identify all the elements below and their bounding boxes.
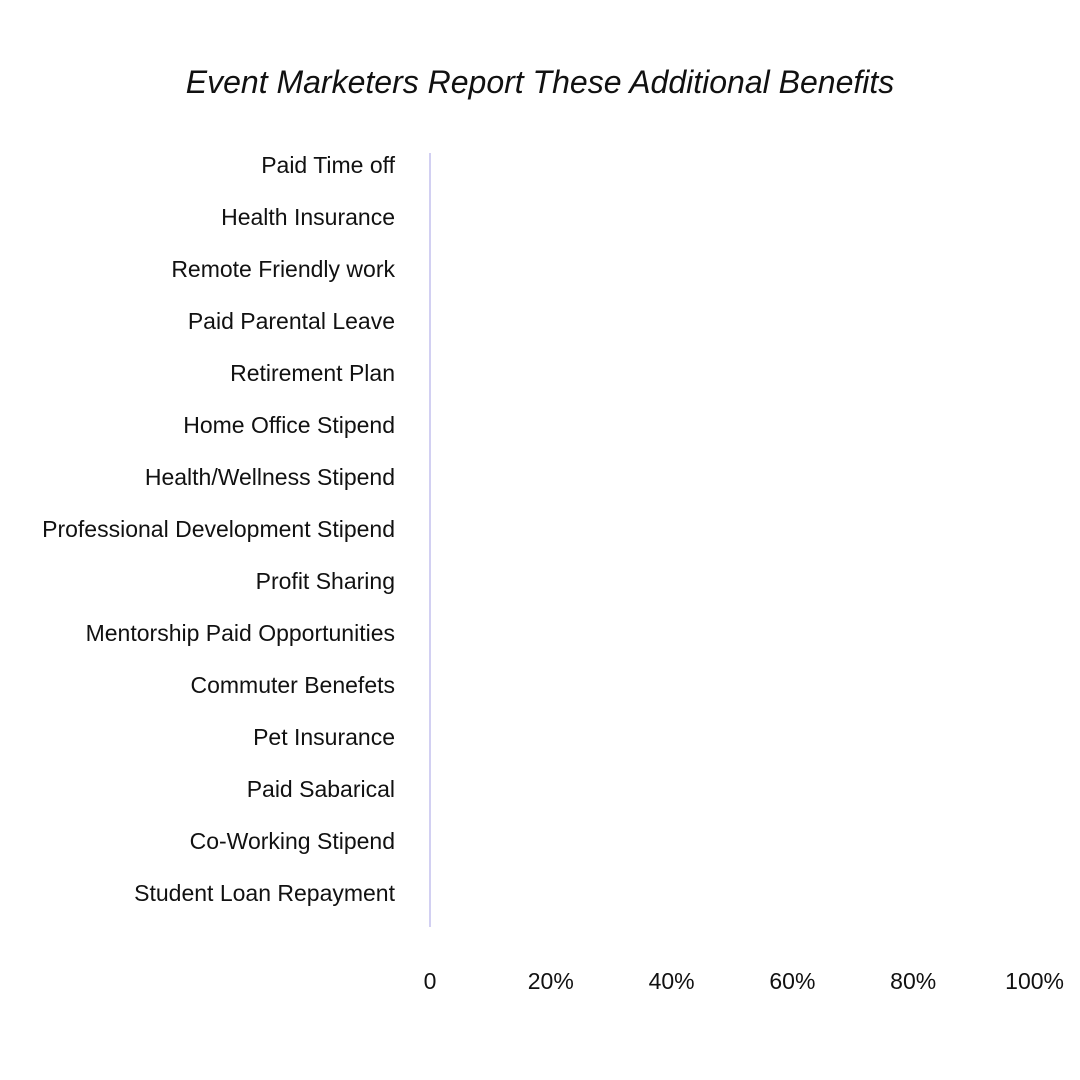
x-tick-label: 0 [423, 968, 437, 995]
category-label: Paid Time off [261, 152, 395, 179]
category-label: Health Insurance [221, 204, 395, 231]
category-label: Professional Development Stipend [42, 516, 395, 543]
category-label: Retirement Plan [230, 360, 395, 387]
category-label: Health/Wellness Stipend [144, 464, 395, 491]
x-tick-label: 80% [890, 968, 937, 995]
category-label: Commuter Benefets [190, 672, 395, 699]
x-tick-label: 100% [1005, 968, 1064, 995]
category-label: Paid Sabarical [246, 776, 395, 803]
category-label: Paid Parental Leave [187, 308, 395, 335]
category-label: Profit Sharing [255, 568, 395, 595]
x-axis-tick-labels [424, 968, 1064, 994]
x-tick-label: 20% [527, 968, 574, 995]
category-labels [42, 152, 395, 906]
category-label: Pet Insurance [253, 724, 395, 751]
chart-title: Event Marketers Report These Additional Benefits [185, 64, 895, 100]
x-tick-label: 60% [769, 968, 816, 995]
category-label: Remote Friendly work [171, 256, 395, 283]
category-label: Home Office Stipend [183, 412, 395, 439]
category-label: Co-Working Stipend [189, 828, 395, 855]
x-tick-label: 40% [648, 968, 695, 995]
category-label: Student Loan Repayment [134, 880, 395, 907]
category-label: Mentorship Paid Opportunities [85, 620, 395, 647]
